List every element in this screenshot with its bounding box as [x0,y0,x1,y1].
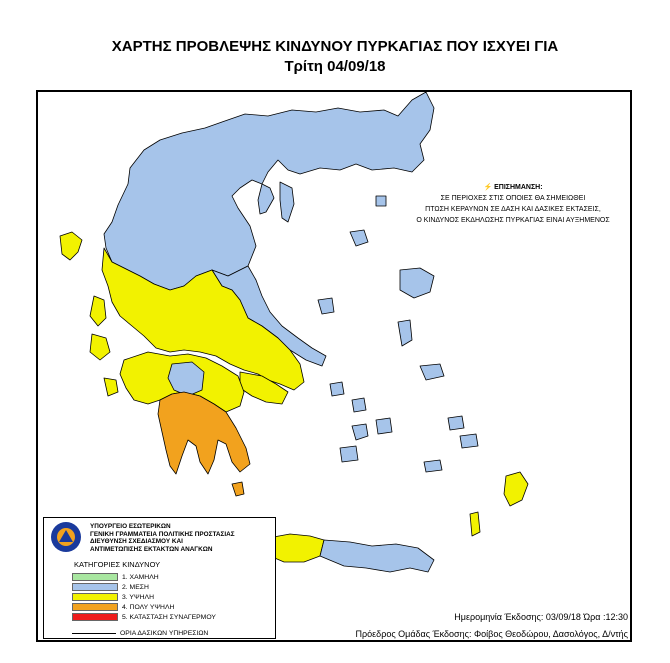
region-ionian-islands [90,296,106,326]
region-dodecanese-2 [460,434,478,448]
legend-label-medium: 2. ΜΕΣΗ [122,583,149,591]
region-cyclades-4 [376,418,392,434]
region-chalkidiki-east [280,182,294,222]
region-west-crete [268,534,324,562]
region-zakynthos [104,378,118,396]
legend-label-very-high: 4. ΠΟΛΥ ΥΨΗΛΗ [122,603,175,611]
region-chalkidiki [258,184,274,214]
agency-line-2: ΓΕΝΙΚΗ ΓΡΑΜΜΑΤΕΙΑ ΠΟΛΙΤΙΚΗΣ ΠΡΟΣΤΑΣΙΑΣ [90,530,235,538]
legend-box [43,517,276,639]
region-skyros [318,298,334,314]
region-lesvos [400,268,434,298]
legend-swatch-high [72,593,118,601]
region-dodecanese-1 [448,416,464,430]
legend-label-alert: 5. ΚΑΤΑΣΤΑΣΗ ΣΥΝΑΓΕΡΜΟΥ [122,613,216,621]
legend-label-border: ΟΡΙΑ ΔΑΣΙΚΩΝ ΥΠΗΡΕΣΙΩΝ [120,630,209,637]
region-kefalonia [90,334,110,360]
notice-line-3: Ο ΚΙΝΔΥΝΟΣ ΕΚΔΗΛΩΣΗΣ ΠΥΡΚΑΓΙΑΣ ΕΙΝΑΙ ΑΥΞΗΜΕΝΟΣ [416,217,610,224]
legend-row-medium [72,583,149,591]
region-cyclades-1 [330,382,344,396]
map-date: Τρίτη 04/09/18 [284,58,386,75]
map-title: ΧΑΡΤΗΣ ΠΡΟΒΛΕΨΗΣ ΚΙΝΔΥΝΟΥ ΠΥΡΚΑΓΙΑΣ ΠΟΥ ΙΣΧΥΕΙ ΓΙΑ [111,38,559,55]
legend-label-low: 1. ΧΑΜΗΛΗ [122,573,159,581]
legend-swatch-medium [72,583,118,591]
legend-row-very-high [72,603,174,611]
region-samothraki [376,196,386,206]
issue-date: Ημερομηνία Έκδοσης: 03/09/18 Ώρα :12:30 [454,612,628,622]
notice-line-2: ΠΤΩΣΗ ΚΕΡΑΥΝΩΝ ΣΕ ΔΑΣΗ ΚΑΙ ΔΑΣΙΚΕΣ ΕΚΤΑΣΕΙΣ, [425,206,601,213]
notice-heading: ΕΠΙΣΗΜΑΝΣΗ: [494,184,543,191]
legend-label-high: 3. ΥΨΗΛΗ [122,593,155,601]
region-karpathos [470,512,480,536]
legend-row-border [72,630,208,637]
legend-swatch-very-high [72,603,118,611]
region-chios [398,320,412,346]
region-rhodes [504,472,528,506]
region-corfu [60,232,82,260]
notice-line-1: ΣΕ ΠΕΡΙΟΧΕΣ ΣΤΙΣ ΟΠΟΙΕΣ ΘΑ ΣΗΜΕΙΩΘΕΙ [440,195,586,202]
region-samos [420,364,444,380]
region-cyclades-3 [352,424,368,440]
region-kythira [232,482,244,496]
civil-protection-seal [50,521,82,553]
legend-row-alert [72,613,216,621]
legend-border-line [72,633,116,634]
agency-line-3: ΔΙΕΥΘΥΝΣΗ ΣΧΕΔΙΑΣΜΟΥ ΚΑΙ [90,538,183,545]
legend-swatch-low [72,573,118,581]
lightning-icon: ⚡ [483,184,493,191]
legend-swatch-alert [72,613,118,621]
legend-row-low [72,573,159,581]
legend-row-high [72,593,154,601]
agency-line-4: ΑΝΤΙΜΕΤΩΠΙΣΗΣ ΕΚΤΑΚΤΩΝ ΑΝΑΓΚΩΝ [90,545,213,553]
agency-line-1: ΥΠΟΥΡΓΕΙΟ ΕΣΩΤΕΡΙΚΩΝ [90,523,171,530]
categories-title: ΚΑΤΗΓΟΡΙΕΣ ΚΙΝΔΥΝΟΥ [74,560,161,569]
region-dodecanese-3 [424,460,442,472]
region-cyclades-5 [340,446,358,462]
region-cyclades-2 [352,398,366,412]
region-limnos [350,230,368,246]
region-east-crete [320,540,434,572]
issue-chair: Πρόεδρος Ομάδας Έκδοσης: Φοίβος Θεοδώρου, Δασολόγος, Δ/ντής [355,629,628,639]
lightning-notice [402,182,624,226]
